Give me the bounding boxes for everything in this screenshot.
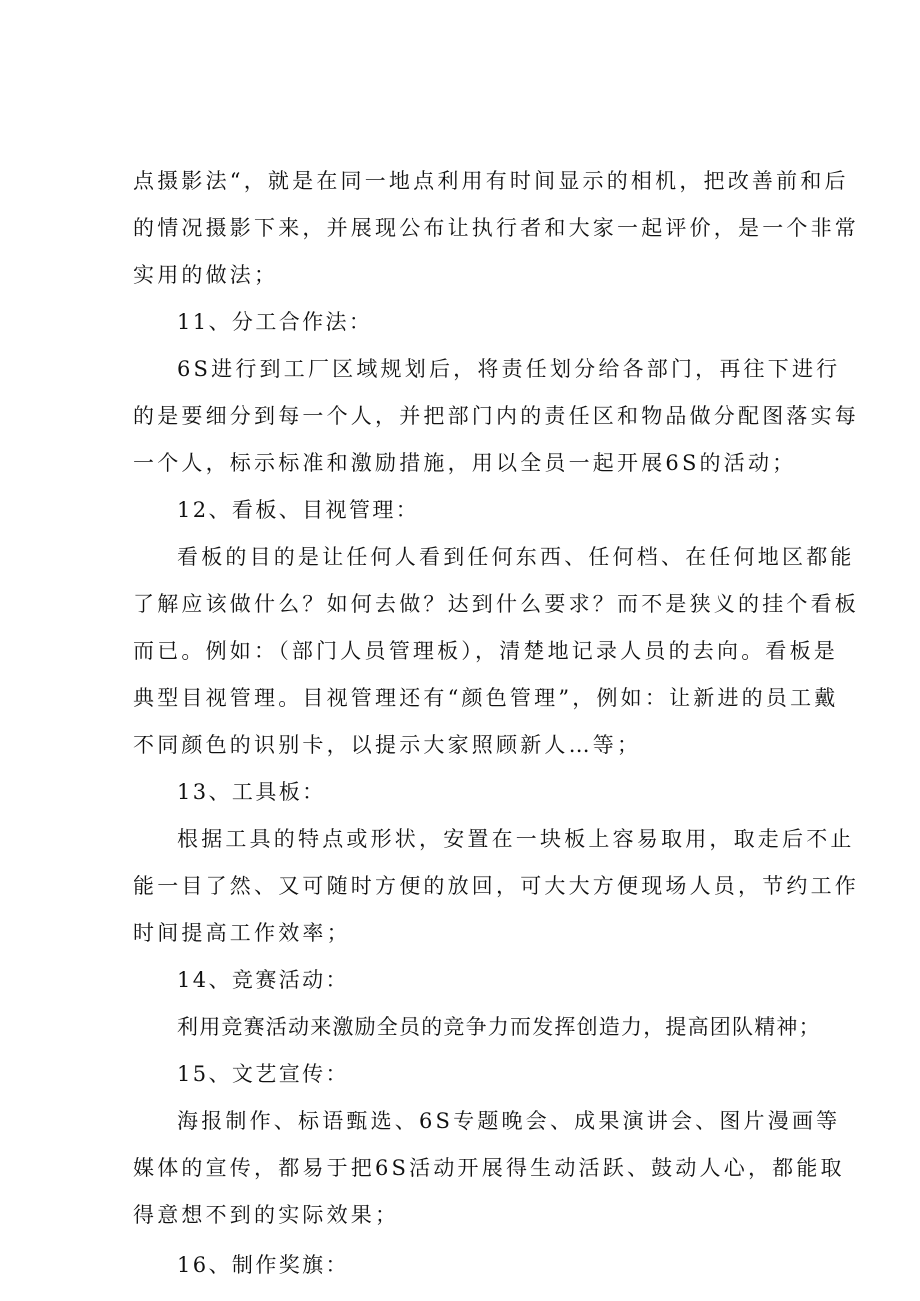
paragraph-line: 实用的做法； — [133, 263, 279, 287]
paragraph-line: 海报制作、标语甄选、6S专题晚会、成果演讲会、图片漫画等 — [177, 1109, 841, 1133]
section-heading-11: 11、分工合作法： — [177, 310, 373, 334]
paragraph-line: 点摄影法“，就是在同一地点利用有时间显示的相机，把改善前和后 — [133, 169, 849, 193]
paragraph-line: 得意想不到的实际效果； — [133, 1203, 400, 1227]
paragraph-line: 利用竞赛活动来激励全员的竞争力而发挥创造力，提高团队精神； — [177, 1015, 821, 1039]
paragraph-line: 媒体的宣传，都易于把6S活动开展得生动活跃、鼓动人心，都能取 — [133, 1156, 845, 1180]
paragraph-line: 根据工具的特点或形状，安置在一块板上容易取用，取走后不止 — [177, 827, 855, 851]
section-heading-16: 16、制作奖旗： — [177, 1253, 349, 1277]
paragraph-line: 而已。例如：（部门人员管理板），清楚地记录人员的去向。看板是 — [133, 639, 838, 663]
section-heading-13: 13、工具板： — [177, 780, 326, 804]
paragraph-line: 6S进行到工厂区域规划后，将责任划分给各部门，再往下进行 — [177, 357, 841, 381]
paragraph-line: 不同颜色的识别卡，以提示大家照顾新人…等； — [133, 733, 642, 757]
paragraph-line: 的情况摄影下来，并展现公布让执行者和大家一起评价，是一个非常 — [133, 216, 859, 240]
paragraph-line: 了解应该做什么？如何去做？达到什么要求？而不是狭义的挂个看板 — [133, 592, 859, 616]
paragraph-line: 一个人，标示标准和激励措施，用以全员一起开展6S的活动； — [133, 451, 797, 475]
document-body — [133, 158, 859, 1289]
section-heading-12: 12、看板、目视管理： — [177, 498, 420, 522]
paragraph-line: 典型目视管理。目视管理还有“颜色管理”，例如：让新进的员工戴 — [133, 686, 839, 710]
section-heading-15: 15、文艺宣传： — [177, 1062, 349, 1086]
paragraph-line: 看板的目的是让任何人看到任何东西、任何档、在任何地区都能 — [177, 545, 855, 569]
section-heading-14: 14、竞赛活动： — [177, 968, 349, 992]
paragraph-line: 时间提高工作效率； — [133, 921, 351, 945]
paragraph-line: 的是要细分到每一个人，并把部门内的责任区和物品做分配图落实每 — [133, 404, 859, 428]
paragraph-line: 能一目了然、又可随时方便的放回，可大大方便现场人员，节约工作 — [133, 874, 859, 898]
